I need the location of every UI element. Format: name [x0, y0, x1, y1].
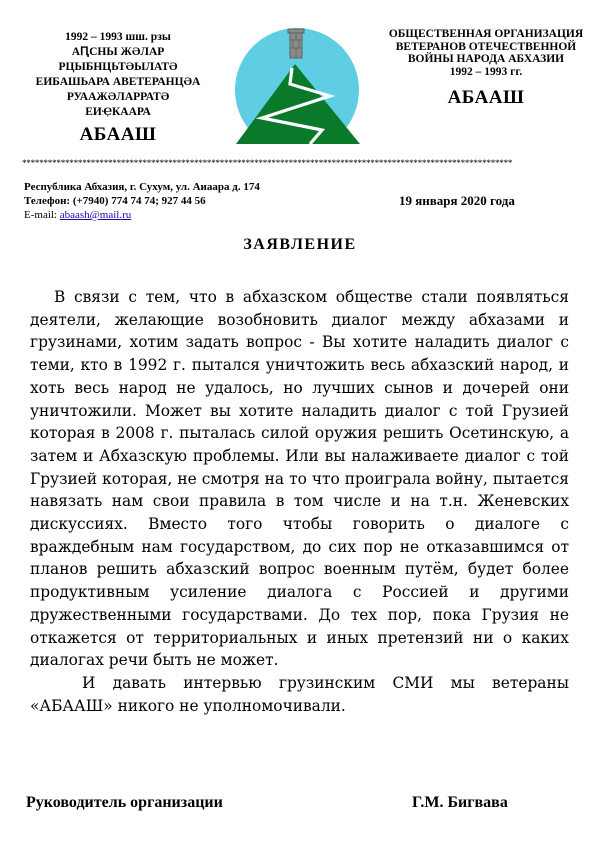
header-right-org-name: АБААШ: [447, 87, 525, 108]
statement-body: [30, 286, 569, 717]
header-left-line5: РУААЖӘЛАРРАТӘ: [66, 91, 170, 103]
contact-phone: Телефон: (+7940) 774 74 74; 927 44 56: [24, 195, 206, 207]
header-right-years: 1992 – 1993 гг.: [449, 65, 523, 78]
header-left-abkhaz: [24, 30, 212, 148]
contact-email-label: E-mail:: [24, 209, 60, 221]
email-link[interactable]: abaash@mail.ru: [59, 209, 132, 221]
contact-block: [24, 180, 260, 222]
statement-paragraph-1: В связи с тем, что в абхазском обществе стали появляться деятели, желающие возобновить диалог между абхазами и грузинами, хотим задать вопрос - Вы хотите наладить диалог с теми, кто в 1992 г. пытался уничтожить весь абхазский народ, и хоть весь народ не удалось, но лучших сынов и дочерей они уничтожили. Может вы хотите наладить диалог с той Грузией которая в 2008 г. пыталась силой оружия решить Осетинскую, а затем и Абхазскую проблемы. Или вы налаживаете диалог с той Грузией которая, не смотря на то что проиграла войну, пытается навязать нам свои правила в том числе и на т.н. Женевских дискуссиях. Вместо того чтобы говорить о диалоге с враждебным нам государством, до сих пор не отказавшимся от планов решить абхазский вопрос военным путём, будет более продуктивным усиление диалога с Россией и другими дружественными государствами. До тех пор, пока Грузия не откажется от территориальных и иных претензий ни о каких диалогах речи быть не может.: [30, 288, 569, 670]
header-left-org-name: АБААШ: [79, 124, 157, 145]
header-right-line1: ОБЩЕСТВЕННАЯ ОРГАНИЗАЦИЯ: [388, 28, 584, 40]
header-left-years: 1992 – 1993 шш. рзы: [65, 31, 171, 43]
contact-email-row: [24, 208, 260, 222]
header-left-line3: РЦЫБНЦЬТӘЫЛАТӘ: [58, 61, 178, 73]
contact-address: Республика Абхазия, г. Сухум, ул. Аиаара д. 174: [24, 181, 260, 193]
statement-paragraph-2: И давать интервью грузинским СМИ мы ветераны «АБААШ» никого не уполномочивали.: [30, 673, 569, 715]
header-right-line3: ВОЙНЫ НАРОДА АБХАЗИИ: [407, 53, 565, 65]
document-title: ЗАЯВЛЕНИЕ: [243, 236, 357, 253]
organization-logo: [222, 26, 372, 154]
header-right-russian: [382, 28, 590, 111]
header-left-line4: ЕИБАШЬАРА АВЕТЕРАНЦӘА: [35, 76, 201, 88]
signature-name: Г.М. Бигвава: [412, 794, 508, 811]
header-separator: ******************************************************************************************************************: [22, 158, 513, 168]
header-left-line6: ЕИҾКААРА: [85, 106, 151, 118]
header-right-line2: ВЕТЕРАНОВ ОТЕЧЕСТВЕННОЙ: [395, 40, 577, 53]
signature-position: Руководитель организации: [26, 794, 223, 811]
document-date: 19 января 2020 года: [399, 193, 515, 208]
header-left-line2: АԤСНЫ ЖӘЛАР: [71, 46, 165, 58]
